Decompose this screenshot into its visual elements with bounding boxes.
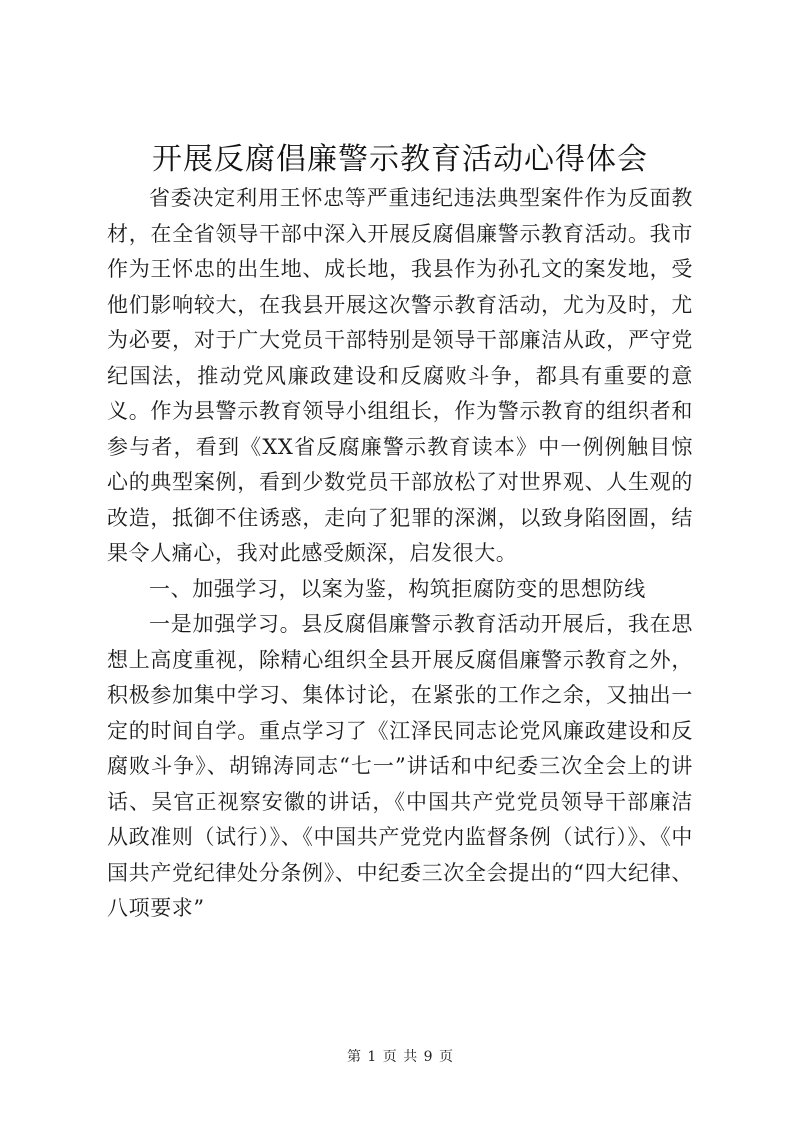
body-paragraph: 一是加强学习。县反腐倡廉警示教育活动开展后，我在思想上高度重视，除精心组织全县开展反腐倡廉警示教育之外，积极参加集中学习、集体讨论，在紧张的工作之余，又抽出一定的时间自学。重点学习了《江泽民同志论党风廉政建设和反腐败斗争》、胡锦涛同志“七一”讲话和中纪委三次全会上的讲话、吴官正视察安徽的讲话，《中国共产党党员领导干部廉洁从政准则（试行）》、《中国共产党党内监督条例（试行）》、《中国共产党纪律处分条例》、中纪委三次全会提出的“四大纪律、八项要求”	[107, 612, 693, 920]
document-title: 开展反腐倡廉警示教育活动心得体会	[152, 142, 648, 177]
body-paragraph: 省委决定利用王怀忠等严重违纪违法典型案件作为反面教材，在全省领导干部中深入开展反腐倡廉警示教育活动。我市作为王怀忠的出生地、成长地，我县作为孙孔文的案发地，受他们影响较大，在我县开展这次警示教育活动，尤为及时，尤为必要，对于广大党员干部特别是领导干部廉洁从政，严守党纪国法，推动党风廉政建设和反腐败斗争，都具有重要的意义。作为县警示教育领导小组组长，作为警示教育的组织者和参与者，看到《XX省反腐廉警示教育读本》中一例例触目惊心的典型案例，看到少数党员干部放松了对世界观、人生观的改造，抵御不住诱惑，走向了犯罪的深渊，以致身陷囹圄，结果令人痛心，我对此感受颇深，启发很大。	[107, 186, 693, 565]
page-number-footer: 第 1 页 共 9 页	[346, 1049, 454, 1065]
document-body	[107, 181, 693, 927]
section-heading: 一、加强学习，以案为鉴，构筑拒腐防变的思想防线	[149, 576, 646, 601]
